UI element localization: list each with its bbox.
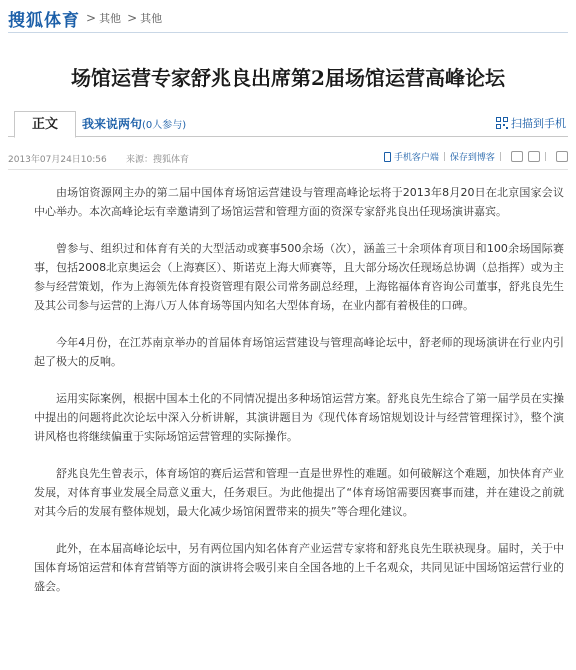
paragraph: 此外，在本届高峰论坛中，另有两位国内知名体育产业运营专家将和舒兆良先生联袂现身。届时，关于中国体育场馆运营和体育营销等方面的演讲将会吸引来自全国各地的上千名观众，共同见证中国场馆运营行业的盛会。 [34,542,564,593]
publish-time: 2013年07月24日10:56 [8,155,107,165]
article-source: 来源：搜狐体育 [126,155,190,165]
qr-code-icon [496,117,508,129]
article-body [34,183,564,614]
paragraph: 由场馆资源网主办的第二届中国体育场馆运营建设与管理高峰论坛将于2013年8月20日在北京国家会议中心举办。本次高峰论坛有幸邀请到了场馆运营和管理方面的资深专家舒兆良出任现场演讲嘉宾。 [34,186,564,218]
mobile-client-link[interactable]: 手机客户端 [393,153,439,163]
scan-to-phone-label: 扫描到手机 [511,117,566,130]
meta-actions [384,150,568,163]
comment-count: (0人参与) [142,120,187,131]
breadcrumb-item-1[interactable]: 其他 [99,12,122,25]
paragraph: 今年4月份，在江苏南京举办的首届体育场馆运营建设与管理高峰论坛中，舒老师的现场演讲在行业内引起了极大的反响。 [34,336,564,368]
paragraph: 曾参与、组织过和体育有关的大型活动或赛事500余场（次），涵盖三十余项体育项目和100余场国际赛事，包括2008北京奥运会（上海赛区）、斯诺克上海大师赛等，且大部分场次任现场总协调（总指挥）或为主参与经营策划，作为上海领先体育投资管理有限公司常务副总经理，上海铭福体育咨询公司董事，舒兆良先生及其公司参与运营的上海八万人体育场等国内知名大型体育场，在业内都有着极佳的口碑。 [34,242,564,312]
header-divider [8,32,568,33]
article-tabs [8,109,568,137]
meta-separator-3: | [543,151,547,162]
paragraph: 舒兆良先生曾表示，体育场馆的赛后运营和管理一直是世界性的难题。如何破解这个难题，加快体育产业发展，对体育事业发展全局意义重大，任务艰巨。为此他提出了“体育场馆需要因赛事而建，并在建设之前就对其今后的发展有整体规划，最大化减少场馆闲置带来的损失”等合理化建议。 [34,467,564,518]
breadcrumb-item-2[interactable]: 其他 [140,12,163,25]
breadcrumb-separator-2: > [127,11,138,25]
mobile-icon [384,152,391,162]
tab-article[interactable]: 正文 [14,111,76,138]
top-bar [8,6,568,30]
scan-to-phone-button[interactable] [496,115,566,131]
paragraph: 运用实际案例，根据中国本土化的不同情况提出多种场馆运营方案。舒兆良先生综合了第一届学员在实操中提出的问题将此次论坛中深入分析讲解，其演讲题目为《现代体育场馆规划设计与经营管理探讨》，整个演讲风格也将继续偏重于实际场馆运营管理的实际操作。 [34,392,564,443]
save-to-blog-link[interactable]: 保存到博客 [449,153,495,163]
article-title: 场馆运营专家舒兆良出席第2届场馆运营高峰论坛 [71,66,505,90]
print-icon[interactable] [556,151,568,162]
image-icon[interactable] [528,151,540,162]
site-logo[interactable]: 搜狐体育 [8,10,80,31]
meta-separator: | [442,151,446,162]
share-icon[interactable] [511,151,523,162]
tab-comment[interactable] [82,115,186,132]
article-meta [8,150,568,166]
tab-comment-label: 我来说两句 [82,117,143,131]
breadcrumb-separator-1: > [86,11,97,25]
meta-divider [8,169,568,170]
meta-separator-2: | [498,151,502,162]
